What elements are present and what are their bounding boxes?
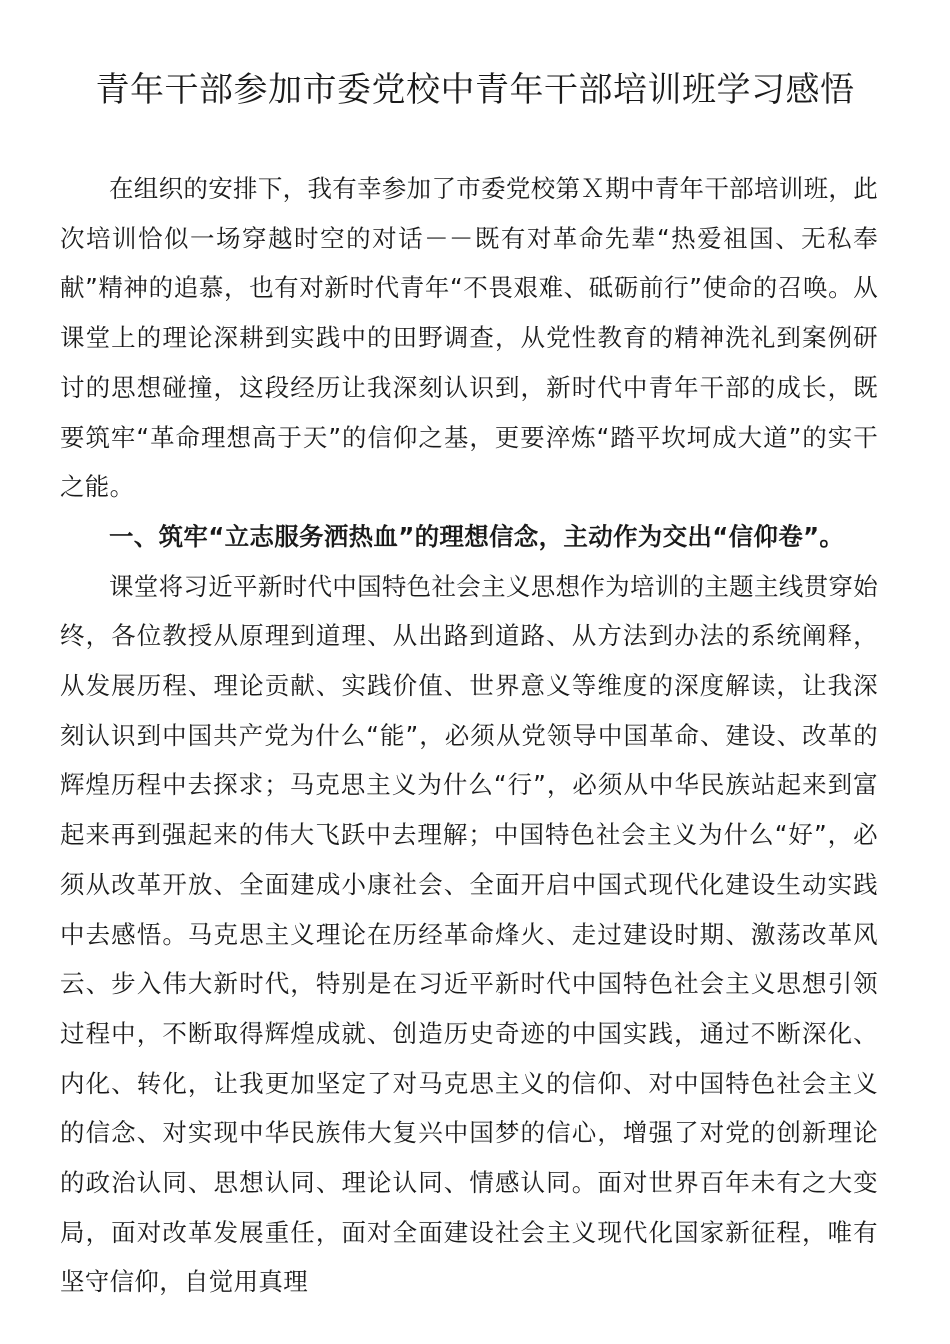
paragraph-section-1-body: 课堂将习近平新时代中国特色社会主义思想作为培训的主题主线贯穿始终，各位教授从原理到道理、从出路到道路、从方法到办法的系统阐释，从发展历程、理论贡献、实践价值、世界意义等维度的深度解读，让我深刻认识到中国共产党为什么“能”，必须从党领导中国革命、建设、改革的辉煌历程中去探求；马克思主义为什么“行”，必须从中华民族站起来到富起来再到强起来的伟大飞跃中去理解；中国特色社会主义为什么“好”，必须从改革开放、全面建成小康社会、全面开启中国式现代化建设生动实践中去感悟。马克思主义理论在历经革命烽火、走过建设时期、激荡改革风云、步入伟大新时代，特别是在习近平新时代中国特色社会主义思想引领过程中，不断取得辉煌成就、创造历史奇迹的中国实践，通过不断深化、内化、转化，让我更加坚定了对马克思主义的信仰、对中国特色社会主义的信念、对实现中华民族伟大复兴中国梦的信心，增强了对党的创新理论的政治认同、思想认同、理论认同、情感认同。面对世界百年未有之大变局，面对改革发展重任，面对全面建设社会主义现代化国家新征程，唯有坚守信仰，自觉用真理 [60,571,878,1297]
paragraph-intro: 在组织的安排下，我有幸参加了市委党校第Ｘ期中青年干部培训班，此次培训恰似一场穿越时空的对话－－既有对革命先辈“热爱祖国、无私奉献”精神的追慕，也有对新时代青年“不畏艰难、砥砺前行”使命的召唤。从课堂上的理论深耕到实践中的田野调查，从党性教育的精神洗礼到案例研讨的思想碰撞，这段经历让我深刻认识到，新时代中青年干部的成长，既要筑牢“革命理想高于天”的信仰之基，更要淬炼“踏平坎坷成大道”的实干之能。 [60,174,878,502]
document-title: 青年干部参加市委党校中青年干部培训班学习感悟 [95,70,855,110]
document-body [60,164,878,1307]
section-heading-1: 一、筑牢“立志服务洒热血”的理想信念，主动作为交出“信仰卷”。 [109,521,845,551]
